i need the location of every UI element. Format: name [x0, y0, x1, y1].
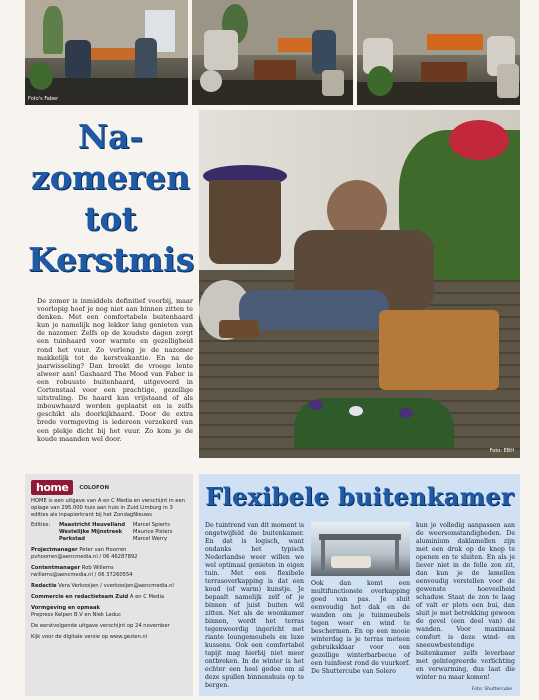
photo-credit: Foto: Shuttercube — [471, 687, 512, 692]
buitenkamer-column-2: Ook dan komt een multifunctionele overkapping goed van pas. Je sluit eenvoudig het dak en de wanden om je tuinmeubels tegen weer en wind te beschermen. En op een mooie winterdag is je terras meteen gebruiksklaar voor een gezellige winterbarbecue of een tuinfeest rond de vuurkorf. De Shuttercube van Solero — [311, 580, 410, 675]
home-logo: home — [31, 480, 73, 495]
colofon-redactie: Redactie Vera Verkooijen / vverkooijen@aencmedia.nl — [31, 583, 174, 589]
article-intro-text: De zomer is inmiddels definitief voorbij, maar voorlopig hoef je nog niet aan binnen zitten te denken. Met een comfortabele buitenhaard kun je namelijk nog lekker lang genieten van de nazomer. Zelfs op de koudste dagen zorgt een tuinhaard voor warmte en gezelligheid rond het vuur. Zo verleng je de nazomer makkelijk tot de kerstvakantie. En na de jaarwisseling? Dan breekt de vroege lente alweer aan! Gashaard The Mood van Faber is een robuuste buitenhaard, uitgevoerd in Cortenstaal voor een prachtige, gezellige uitstraling. De haard kan vrijstaand of als inbouwhaard worden geplaatst en is zelfs geschikt als doorkijkhaard. Door de extra brede vormgeving is iedereen verzekerd van een plekje dicht bij het vuur. Zo kom je de koude maanden wel door. — [37, 297, 193, 443]
colofon-digital-link[interactable]: Kijk voor de digitale versie op www.gezien.nl — [31, 634, 148, 640]
buitenkamer-article — [199, 474, 520, 696]
colofon-intro: HOME is een uitgave van A en C Media en verschijnt in een oplage van 295.000 huis aan huis in Zuid Limburg in 3 edities als inpapierkrant bij het ZondagNieuws — [31, 498, 185, 518]
article-headline: Na- zomeren tot Kerstmis — [28, 117, 195, 279]
colofon-box — [25, 474, 193, 696]
colofon-projectmanager: Projectmanager Peter van Hoorren pvhoorren@aencmedia.nl / 06 46287892 — [31, 547, 138, 560]
buitenkamer-column-3: kun je volledig aanpassen aan de weersomstandigheden. De aluminium daklamellen zijn met een druk op de knop te openen en te sluiten. En als je liever niet in de felle zon zit, dan kun je de lamellen eenvoudig verstellen voor de gewenste hoeveelheid schaduw. Staat de zon te laag of valt er plots een bui, dan sluit je met betrekking gewoon de gevel (een deel van) de wanden. Voor maximaal comfort is deze wind- en sneeuwbestendige buitenkamer zelfs leverbaar met geïntegreerde verlichting en verwarming, dus laat die winter nu maar komen! — [416, 522, 515, 681]
projectmanager-contact[interactable]: pvhoorren@aencmedia.nl / 06 46287892 — [31, 554, 138, 560]
colofon-contentmanager: Contentmanager Rob Willems rwillems@aencmedia.nl / 06 37260554 — [31, 565, 133, 578]
photo-man-on-terrace — [199, 110, 520, 458]
colofon-header — [31, 480, 187, 495]
contentmanager-contact[interactable]: rwillems@aencmedia.nl / 06 37260554 — [31, 572, 133, 578]
buitenkamer-column-1: De tuintrend van dit moment is ongetwijfeld de buitenkamer. En dat is logisch, want ondanks het typisch Nederlandse weer willen we wel optimaal genieten in eigen tuin. Met een flexibele terrasoverkapping is dat een koud (of warm) kunstje. Je bepaalt namelijk zelf of je binnen of juist buiten wil zitten. Net als de woonkamer binnen, wordt het terras tegenwoordig ingericht met riante loungemeubels en luxe kussens. Ook een comfortabel tapijt mag hierbij niet meer ontbreken. In de winter is het echter een heel gedoe om al deze spullen binnenshuis op te bergen. — [205, 522, 304, 689]
photo-fireplace-3 — [357, 0, 520, 105]
colofon-vormgeving: Vormgeving en opmaak Prepress Kelpen B.V en Niek Leduc — [31, 605, 122, 618]
buitenkamer-title: Flexibele buitenkamer — [205, 482, 514, 511]
photo-credit: Foto's Faber — [28, 96, 59, 102]
photo-credit: Foto: EBH — [489, 448, 514, 454]
colofon-commercie: Commercie en redactieteam Zuid A en C Media — [31, 594, 165, 600]
colofon-edities: Edities: Maastricht Heuvelland Marcel Spierts Westelijke Mijnstreek Maurice Pisters Parkstad Marcel Werry — [31, 522, 173, 542]
photo-fireplace-2 — [192, 0, 353, 105]
photo-fireplace-1 — [25, 0, 188, 105]
colofon-next-issue: De eerstvolgende uitgave verschijnt op 24 november — [31, 623, 170, 629]
buitenkamer-photo — [311, 522, 410, 576]
colofon-label: COLOFON — [79, 484, 110, 491]
